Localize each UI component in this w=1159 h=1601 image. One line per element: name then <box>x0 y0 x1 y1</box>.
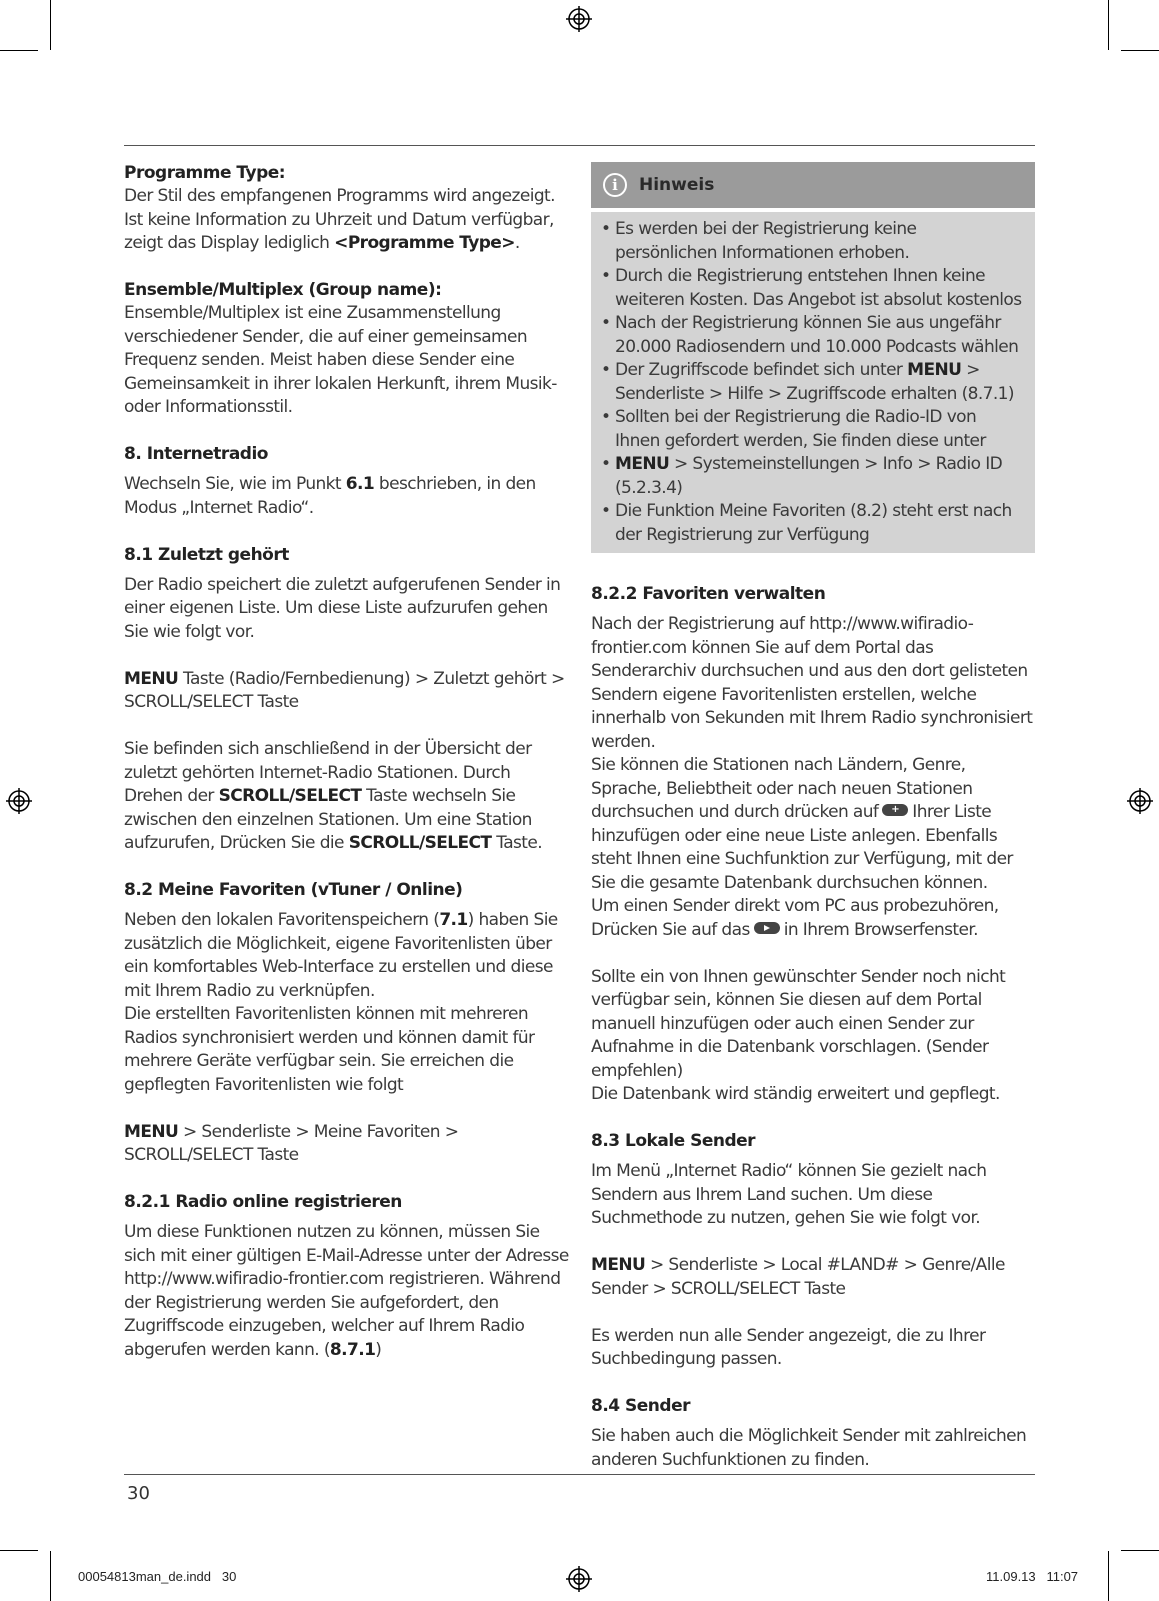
paragraph: Neben den lokalen Favoritenspeichern (7.1) haben Sie zusätzlich die Möglichkeit, eigene Favoritenlisten über ein komfortables Web-Interface zu erstellen und diese mit Ihrem Radio zu verknüpfen. <box>124 910 558 1001</box>
section-heading: 8.3 Lokale Sender <box>591 1131 756 1151</box>
footer-rule <box>124 1474 1035 1475</box>
section-heading: 8. Internetradio <box>124 444 268 464</box>
list-item: • Es werden bei der Registrierung keine persönlichen Informationen erhoben. <box>601 218 1023 265</box>
section-heading: 8.2.1 Radio online registrieren <box>124 1192 402 1212</box>
section-heading: 8.2 Meine Favoriten (vTuner / Online) <box>124 880 463 900</box>
info-icon: i <box>603 173 627 197</box>
crop-mark <box>50 0 51 50</box>
registration-mark-icon <box>6 788 32 814</box>
paragraph: Der Stil des empfangenen Programms wird angezeigt. Ist keine Information zu Uhrzeit und Datum verfügbar, zeigt das Display lediglich <Programme Type>. <box>124 186 555 253</box>
paragraph: Der Radio speichert die zuletzt aufgerufenen Sender in einer eigenen Liste. Um diese Liste aufzurufen gehen Sie wie folgt vor. <box>124 574 561 642</box>
list-item: • Die Funktion Meine Favoriten (8.2) steht erst nach der Registrierung zur Verfügung <box>601 500 1023 547</box>
crop-mark <box>50 1551 51 1601</box>
registration-mark-icon <box>566 1566 592 1592</box>
crop-mark <box>1121 1550 1159 1551</box>
paragraph: Die Datenbank wird ständig erweitert und gepflegt. <box>591 1084 1000 1104</box>
section-heading: 8.1 Zuletzt gehört <box>124 544 289 565</box>
crop-mark <box>1108 0 1109 50</box>
section-heading: 8.2.2 Favoriten verwalten <box>591 584 826 604</box>
paragraph: Um diese Funktionen nutzen zu können, müssen Sie sich mit einer gültigen E-Mail-Adresse unter der Adresse http://www.wifiradio-frontier.com registrieren. Während der Registrierung werden Sie aufgefordert, den Zugriffscode einzugeben, welcher auf Ihrem Radio abgerufen werden kann. (8.7.1) <box>124 1222 569 1360</box>
crop-mark <box>1121 50 1159 51</box>
crop-mark <box>0 50 38 51</box>
crop-mark <box>1108 1551 1109 1601</box>
header-rule <box>124 145 1035 146</box>
menu-path: MENU Taste (Radio/Fernbedienung) > Zuletzt gehört > SCROLL/SELECT Taste <box>124 668 565 712</box>
paragraph: Sie befinden sich anschließend in der Übersicht der zuletzt gehörten Internet-Radio Stationen. Durch Drehen der SCROLL/SELECT Taste wechseln Sie zwischen den einzelnen Stationen. Um eine Station aufzurufen, Drücken Sie die SCROLL/SELECT Taste. <box>124 739 542 853</box>
registration-mark-icon <box>1127 788 1153 814</box>
paragraph: Im Menü „Internet Radio“ können Sie gezielt nach Sendern aus Ihrem Land suchen. Um diese Suchmethode zu nutzen, gehen Sie wie folgt vor. <box>591 1161 987 1228</box>
crop-mark <box>0 1550 38 1551</box>
section-heading: Programme Type: <box>124 163 286 183</box>
section-heading: 8.4 Sender <box>591 1396 690 1416</box>
paragraph: Ensemble/Multiplex ist eine Zusammenstellung verschiedener Sender, die auf einer gemeinsamen Frequenz senden. Meist haben diese Sender eine Gemeinsamkeit in ihrer lokalen Herkunft, ihrem Musik- oder Informationsstil. <box>124 303 557 417</box>
add-favourite-button-icon <box>882 804 908 816</box>
paragraph: Sie können die Stationen nach Ländern, Genre, Sprache, Beliebtheit oder nach neuen Stationen durchsuchen und durch drücken auf+ Ihrer Liste hinzufügen oder eine neue Liste anlegen. Ebenfalls steht Ihnen eine Suchfunktion zur Verfügung, mit der Sie die gesamte Datenbank durchsuchen können. <box>591 754 1035 895</box>
paragraph: Sollte ein von Ihnen gewünschter Sender noch nicht verfügbar sein, können Sie diesen auf dem Portal manuell hinzufügen oder auch einen Sender zur Aufnahme in die Datenbank vorschlagen. (Sender empfehlen) <box>591 966 1006 1081</box>
paragraph: Um einen Sender direkt vom PC aus probezuhören, Drücken Sie auf das in Ihrem Browserfenster. <box>591 896 999 940</box>
note-box <box>591 162 1035 553</box>
list-item: • MENU > Systemeinstellungen > Info > Radio ID (5.2.3.4) <box>601 453 1023 500</box>
list-item: • Sollten bei der Registrierung die Radio-ID von Ihnen gefordert werden, Sie finden diese unter <box>601 406 1023 453</box>
note-title: Hinweis <box>639 175 715 195</box>
slug-timestamp: 11.09.13 11:07 <box>986 1569 1079 1584</box>
page-number: 30 <box>127 1483 150 1504</box>
menu-path: MENU > Senderliste > Local #LAND# > Genre/Alle Sender > SCROLL/SELECT Taste <box>591 1255 1005 1299</box>
list-item: • Nach der Registrierung können Sie aus ungefähr 20.000 Radiosendern und 10.000 Podcasts wählen <box>601 312 1023 359</box>
paragraph: Nach der Registrierung auf http://www.wifiradio-frontier.com können Sie auf dem Portal das Senderarchiv durchsuchen und aus den dort gelisteten Sendern eigene Favoritenlisten erstellen, welche innerhalb von Sekunden mit Ihrem Radio synchronisiert werden. <box>591 614 1033 752</box>
list-item: • Durch die Registrierung entstehen Ihnen keine weiteren Kosten. Das Angebot ist absolut kostenlos <box>601 265 1023 312</box>
note-header <box>591 162 1035 208</box>
paragraph: Es werden nun alle Sender angezeigt, die zu Ihrer Suchbedingung passen. <box>591 1325 986 1369</box>
registration-mark-icon <box>566 6 592 32</box>
menu-path: MENU > Senderliste > Meine Favoriten > SCROLL/SELECT Taste <box>124 1121 459 1165</box>
paragraph: Sie haben auch die Möglichkeit Sender mit zahlreichen anderen Suchfunktionen zu finden. <box>591 1426 1027 1470</box>
right-column <box>591 162 1035 1472</box>
paragraph: Die erstellten Favoritenlisten können mit mehreren Radios synchronisiert werden und können damit für mehrere Geräte verfügbar sein. Sie erreichen die gepflegten Favoritenlisten wie folgt <box>124 1004 535 1095</box>
slug-filename: 00054813man_de.indd 30 <box>78 1569 237 1584</box>
paragraph: Wechseln Sie, wie im Punkt 6.1 beschrieben, in den Modus „Internet Radio“. <box>124 474 536 518</box>
note-body <box>591 212 1035 553</box>
section-heading: Ensemble/Multiplex (Group name): <box>124 280 442 300</box>
list-item: • Der Zugriffscode befindet sich unter MENU > Senderliste > Hilfe > Zugriffscode erhalten (8.7.1) <box>601 359 1023 406</box>
note-list <box>601 218 1023 547</box>
left-column <box>124 162 569 1362</box>
play-button-icon <box>754 922 780 934</box>
